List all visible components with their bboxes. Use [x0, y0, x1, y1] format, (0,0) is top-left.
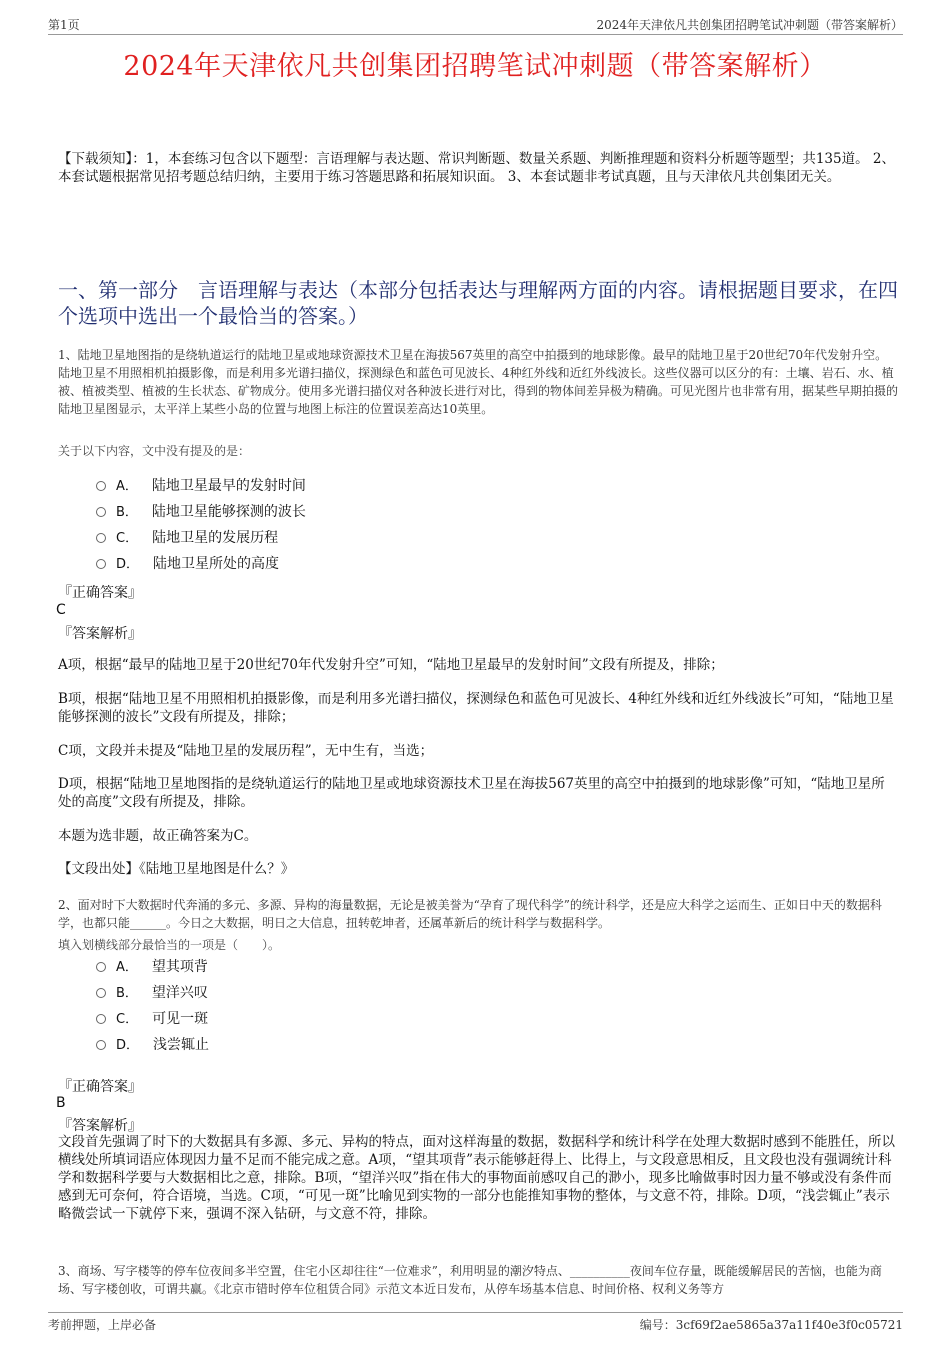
- question-2-text: 2、面对时下大数据时代奔涌的多元、多源、异构的海量数据，无论是被美誉为“孕育了现代科学”的统计科学，还是应大科学之运而生、正如日中天的数据科学，也都只能______。今日之大数据，明日之大信息，扭转乾坤者，还属革新后的统计科学与数据科学。: [58, 898, 882, 930]
- q2-option-b[interactable]: [96, 984, 208, 1003]
- option-key: C．: [116, 531, 139, 546]
- document-title: 2024年天津依凡共创集团招聘笔试冲刺题（带答案解析）: [123, 51, 827, 82]
- q1-conclusion: 本题为选非题，故正确答案为C。: [58, 828, 258, 844]
- download-notice: 【下载须知】：1，本套练习包含以下题型：言语理解与表达题、常识判断题、数量关系题、判断推理题和资料分析题等题型；共135道。 2、本套试题根据常见招考题总结归纳，主要用于练习答题思路和拓展知识面。 3、本套试题非考试真题，且与天津依凡共创集团无关。: [58, 151, 895, 185]
- q1-option-a[interactable]: [96, 477, 306, 496]
- question-1-ask: 关于以下内容，文中没有提及的是：: [58, 444, 251, 458]
- q2-analysis: 文段首先强调了时下的大数据具有多源、多元、异构的特点，面对这样海量的数据，数据科学和统计科学在处理大数据时感到不能胜任，所以横线处所填词语应体现因力量不足而不能完成之意。A项，“望其项背”表示能够赶得上、比得上，与文段意思相反，且文段也没有强调统计科学和数据科学要与大数据相比之意，排除。B项，“望洋兴叹”指在伟大的事物面前感叹自己的渺小，现多比喻做事时因力量不够或没有条件而感到无可奈何，符合语境，当选。C项，“可见一斑”比喻见到实物的一部分也能推知事物的整体，与文意不符，排除。D项，“浅尝辄止”表示略微尝试一下就停下来，强调不深入钻研，与文意不符，排除。: [58, 1134, 895, 1222]
- section-title: 一、第一部分 言语理解与表达（本部分包括表达与理解两方面的内容。请根据题目要求，在四个选项中选出一个最恰当的答案。）: [58, 278, 898, 328]
- q1-analysis-label: 『答案解析』: [58, 626, 142, 642]
- option-text: 可见一斑: [152, 1011, 209, 1027]
- radio-icon[interactable]: [96, 559, 106, 569]
- option-key: D．: [116, 557, 140, 572]
- radio-icon[interactable]: [96, 481, 106, 491]
- page-header: [48, 14, 903, 35]
- q2-option-c[interactable]: [96, 1010, 208, 1029]
- q2-answer: B: [56, 1095, 66, 1111]
- q2-option-d[interactable]: [96, 1036, 209, 1055]
- q1-answer: C: [56, 602, 66, 618]
- option-key: A．: [116, 479, 138, 494]
- q2-analysis-label: 『答案解析』: [58, 1118, 142, 1134]
- radio-icon[interactable]: [96, 533, 106, 543]
- option-text: 望其项背: [151, 959, 208, 975]
- q1-analysis-b: B项，根据“陆地卫星不用照相机拍摄影像，而是利用多光谱扫描仪，探测绿色和蓝色可见波长、4种红外线和近红外线波长”可知，“陆地卫星能够探测的波长”文段有所提及，排除；: [58, 691, 894, 725]
- option-key: D．: [116, 1038, 140, 1053]
- option-key: B．: [116, 986, 138, 1001]
- option-key: B．: [116, 505, 138, 520]
- q1-option-d[interactable]: [96, 555, 279, 574]
- radio-icon[interactable]: [96, 962, 106, 972]
- q1-analysis-a: A项，根据“最早的陆地卫星于20世纪70年代发射升空”可知，“陆地卫星最早的发射时间”文段有所提及，排除；: [58, 657, 724, 673]
- question-2-ask: 填入划横线部分最恰当的一项是（ ）。: [58, 938, 281, 952]
- option-text: 陆地卫星最早的发射时间: [151, 478, 306, 494]
- question-1-text: 1、陆地卫星地图指的是绕轨道运行的陆地卫星或地球资源技术卫星在海拔567英里的高空中拍摄到的地球影像。最早的陆地卫星于20世纪70年代发射升空。陆地卫星不用照相机拍摄影像，而是利用多光谱扫描仪，探测绿色和蓝色可见波长、4种红外线和近红外线波长。这些仪器可以区分的有：土壤、岩石、水、植被、植被类型、植被的生长状态、矿物成分。使用多光谱扫描仪对各种波长进行对比，得到的物体间差异极为精确。可见光图片也非常有用，据某些早期拍摄的陆地卫星图显示，太平洋上某些小岛的位置与地图上标注的位置误差高达10英里。: [58, 348, 899, 416]
- option-text: 浅尝辄止: [153, 1037, 210, 1053]
- q1-analysis-d: D项，根据“陆地卫星地图指的是绕轨道运行的陆地卫星或地球资源技术卫星在海拔567英里的高空中拍摄到的地球影像”可知，“陆地卫星所处的高度”文段有所提及，排除。: [58, 776, 885, 810]
- q1-option-c[interactable]: [96, 529, 278, 548]
- question-3-text: 3、商场、写字楼等的停车位夜间多半空置，住宅小区却往往“一位难求”，利用明显的潮汐特点、__________夜间车位存量，既能缓解居民的苦恼，也能为商场、写字楼创收，可谓共赢。《北京市错时停车位租赁合同》示范文本近日发布，从停车场基本信息、时间价格、权利义务等方: [58, 1264, 882, 1296]
- option-key: A．: [116, 960, 138, 975]
- q1-analysis-c: C项，文段并未提及“陆地卫星的发展历程”，无中生有，当选；: [58, 743, 434, 759]
- option-text: 陆地卫星能够探测的波长: [151, 504, 306, 520]
- radio-icon[interactable]: [96, 1014, 106, 1024]
- option-key: C．: [116, 1012, 139, 1027]
- option-text: 陆地卫星的发展历程: [152, 530, 279, 546]
- page-number: 第1页: [48, 18, 80, 32]
- q2-option-a[interactable]: [96, 958, 208, 977]
- q1-answer-label: 『正确答案』: [58, 585, 142, 601]
- q1-option-b[interactable]: [96, 503, 306, 522]
- q2-answer-label: 『正确答案』: [58, 1079, 142, 1095]
- footer-slogan: 考前押题，上岸必备: [48, 1318, 157, 1332]
- radio-icon[interactable]: [96, 1040, 106, 1050]
- page-footer: [48, 1312, 903, 1333]
- footer-doc-id: 编号：3cf69f2ae5865a37a11f40e3f0c05721: [639, 1318, 903, 1332]
- radio-icon[interactable]: [96, 988, 106, 998]
- header-doc-title: 2024年天津依凡共创集团招聘笔试冲刺题（带答案解析）: [596, 18, 903, 32]
- option-text: 望洋兴叹: [151, 985, 208, 1001]
- option-text: 陆地卫星所处的高度: [153, 556, 280, 572]
- radio-icon[interactable]: [96, 507, 106, 517]
- q1-source: 【文段出处】《陆地卫星地图是什么？》: [58, 861, 295, 877]
